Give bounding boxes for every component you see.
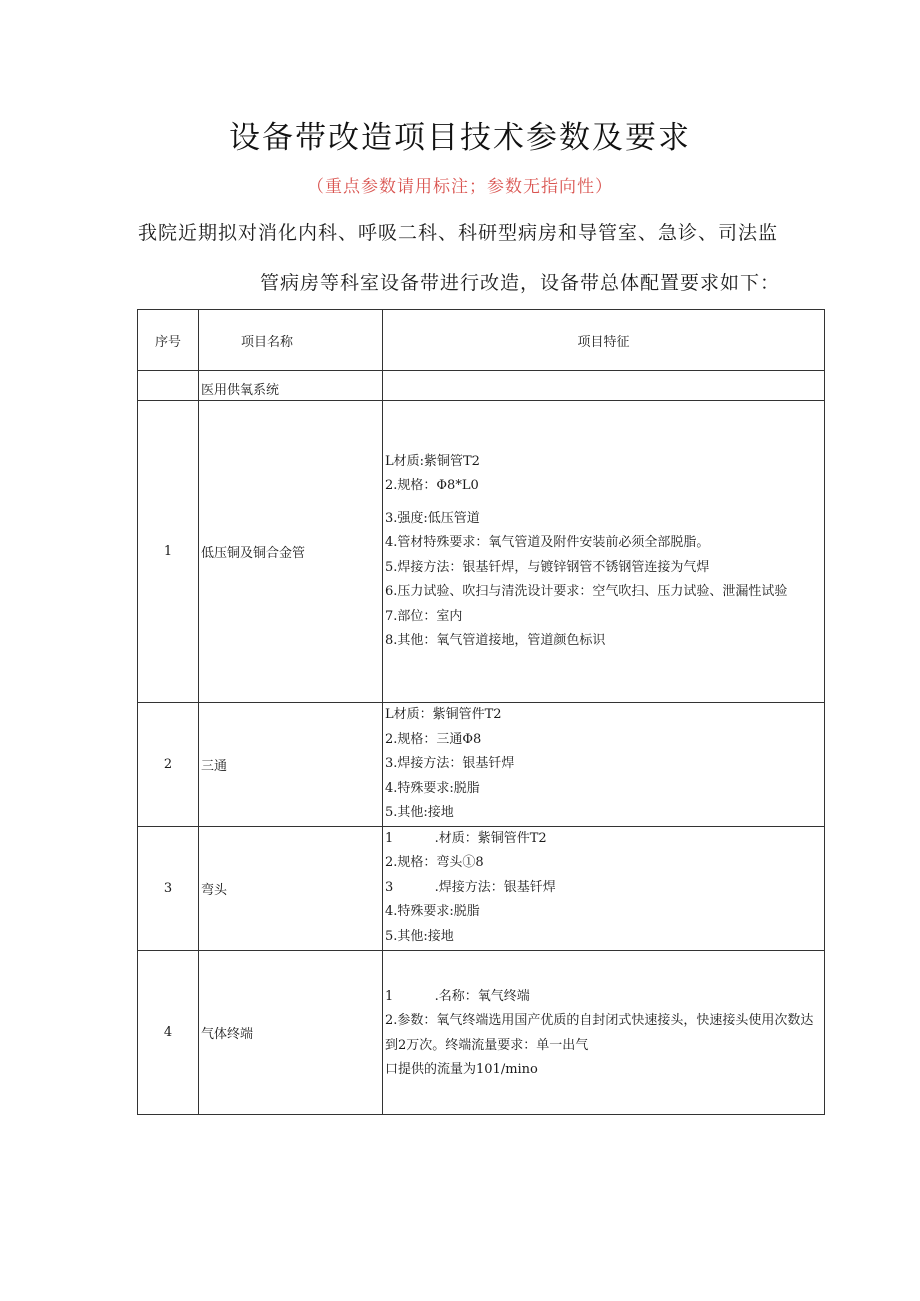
row-name: 三通 bbox=[199, 703, 383, 827]
row-name: 气体终端 bbox=[199, 950, 383, 1114]
row-features: L材质：紫铜管件T2 2.规格：三通Φ8 3.焊接方法：银基钎焊 4.特殊要求:脱脂 5.其他:接地 bbox=[383, 703, 825, 827]
intro-paragraph-line-2: 管病房等科室设备带进行改造，设备带总体配置要求如下： bbox=[260, 272, 781, 294]
row-no: 2 bbox=[138, 703, 199, 827]
row-features: 1 .名称：氧气终端 2.参数：氧气终端选用国产优质的自封闭式快速接头，快速接头使用次数达到2万次。终端流量要求：单一出气 口提供的流量为101/mino bbox=[383, 950, 825, 1114]
row-features: 1 .材质：紫铜管件T2 2.规格：弯头①8 3 .焊接方法：银基钎焊 4.特殊要求:脱脂 5.其他:接地 bbox=[383, 826, 825, 950]
table-row bbox=[138, 703, 825, 827]
row-name: 弯头 bbox=[199, 826, 383, 950]
spec-table bbox=[137, 309, 825, 1115]
table-header-row bbox=[138, 310, 825, 371]
row-no: 3 bbox=[138, 826, 199, 950]
section-label: 医用供氧系统 bbox=[199, 371, 383, 401]
row-no: 4 bbox=[138, 950, 199, 1114]
row-name: 低压铜及铜合金管 bbox=[199, 401, 383, 703]
table-row bbox=[138, 401, 825, 703]
document-title: 设备带改造项目技术参数及要求 bbox=[229, 120, 691, 156]
header-no: 序号 bbox=[138, 310, 199, 371]
table-row bbox=[138, 950, 825, 1114]
header-name: 项目名称 bbox=[199, 310, 383, 371]
table-row bbox=[138, 826, 825, 950]
intro-paragraph-line-1: 我院近期拟对消化内科、呼吸二科、科研型病房和导管室、急诊、司法监 bbox=[138, 222, 779, 244]
row-features: L材质:紫铜管T2 2.规格：Φ8*L0 3.强度:低压管道 4.管材特殊要求：氧气管道及附件安装前必须全部脱脂。 5.焊接方法：银基钎焊，与镀锌钢管不锈钢管连接为气焊 6.压力试验、吹扫与清洗设计要求：空气吹扫、压力试验、泄漏性试验 7.部位：室内 8.其他：氧气管道接地，管道颜色标识 bbox=[383, 401, 825, 703]
section-row bbox=[138, 371, 825, 401]
header-features: 项目特征 bbox=[383, 310, 825, 371]
document-subtitle: （重点参数请用标注；参数无指向性） bbox=[307, 177, 613, 197]
row-no: 1 bbox=[138, 401, 199, 703]
